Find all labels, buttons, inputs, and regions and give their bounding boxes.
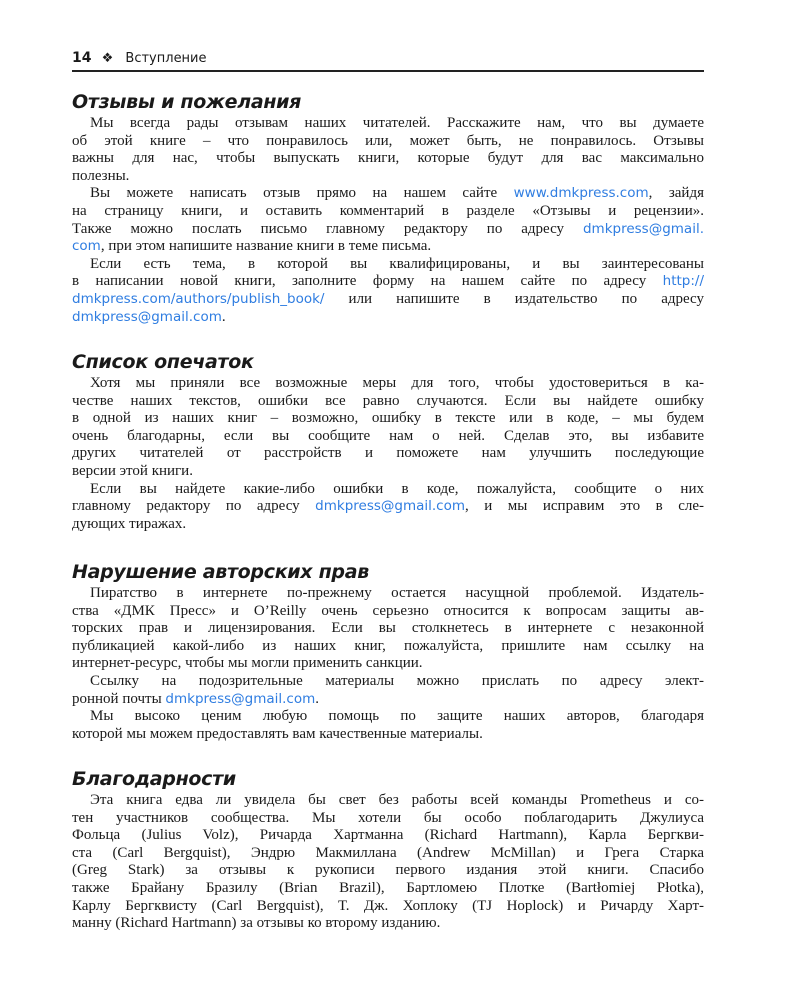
text-span: честве наших текстов, ошибки все равно случаются. Если вы найдете ошибку — [72, 392, 704, 409]
section-heading: Нарушение авторских прав — [72, 561, 369, 583]
text-span: ста (Carl Bergquist), Эндрю Макмиллана (Andrew McMillan) и Грега Старка — [72, 844, 704, 861]
text-line — [72, 410, 704, 428]
text-line — [72, 898, 704, 916]
text-span: версии этой книги. — [72, 462, 193, 479]
text-span: ронной почты — [72, 690, 166, 707]
text-line — [72, 393, 704, 411]
text-line — [72, 673, 704, 691]
paragraph — [72, 481, 704, 534]
text-line — [72, 603, 704, 621]
section-heading: Благодарности — [72, 768, 236, 790]
section — [72, 559, 704, 743]
text-line — [72, 221, 704, 239]
text-span: Хотя мы приняли все возможные меры для того, чтобы удостовериться в ка- — [90, 375, 704, 391]
text-span: Мы высоко ценим любую помощь по защите наших авторов, благодаря — [90, 708, 704, 725]
page-number: 14 — [72, 50, 92, 66]
text-span: Мы всегда рады отзывам наших читателей. Расскажите нам, что вы думаете — [90, 115, 704, 131]
text-span: публикацией какой-либо из наших книг, пожалуйста, пришлите нам ссылку на — [72, 637, 704, 654]
text-span: манну (Richard Hartmann) за отзывы ко второму изданию. — [72, 915, 441, 932]
text-line — [72, 185, 704, 203]
hyperlink[interactable]: dmkpress@gmail.com — [72, 308, 222, 325]
paragraph — [72, 185, 704, 255]
text-span: Фольца (Julius Volz), Ричарда Хартманна (Richard Hartmann), Карла Бергкви- — [72, 827, 704, 844]
text-span: (Greg Stark) за отзывы к рукописи первого издания этой книги. Спасибо — [72, 862, 704, 879]
text-span: полезны. — [72, 167, 130, 184]
text-line — [72, 827, 704, 845]
section-heading: Список опечаток — [72, 351, 254, 373]
text-span: Эта книга едва ли увидела бы свет без работы всей команды Prometheus и со- — [90, 792, 704, 808]
text-line — [72, 445, 704, 463]
text-line — [72, 516, 704, 534]
text-span: Ссылку на подозрительные материалы можно прислать по адресу элект- — [90, 672, 704, 689]
text-line — [72, 638, 704, 656]
text-line — [72, 168, 704, 186]
text-span: дующих тиражах. — [72, 515, 187, 532]
text-line — [72, 726, 704, 744]
text-line — [72, 291, 704, 309]
text-line — [72, 620, 704, 638]
text-line — [72, 309, 704, 327]
header-rule — [72, 70, 704, 72]
section — [72, 89, 704, 326]
text-span: Пиратство в интернете по-прежнему остается насущной проблемой. Издатель- — [90, 585, 704, 601]
text-span: тен участников сообщества. Мы хотели бы особо поблагодарить Джулиуса — [72, 809, 704, 826]
text-span: . — [315, 690, 320, 707]
text-line — [72, 655, 704, 673]
chapter-title: Вступление — [125, 51, 207, 66]
text-span: интернет-ресурс, чтобы мы могли применить санкции. — [72, 655, 423, 672]
hyperlink[interactable]: http:// — [662, 273, 704, 290]
paragraph — [72, 673, 704, 708]
text-line — [72, 256, 704, 274]
text-line — [72, 115, 704, 133]
paragraph — [72, 792, 704, 933]
text-span: об этой книге – что понравилось или, может быть, не понравилось. Отзывы — [72, 132, 704, 149]
text-span: в одной из наших книг – возможно, ошибку в тексте или в коде, – мы будем — [72, 410, 704, 427]
text-line — [72, 880, 704, 898]
section — [72, 766, 704, 933]
text-line — [72, 708, 704, 726]
hyperlink[interactable]: dmkpress@gmail.com — [315, 498, 466, 515]
text-line — [72, 133, 704, 151]
text-span: Карлу Бергквисту (Carl Bergquist), Т. Дж. Хоплоку (TJ Hoplock) и Ричарду Харт- — [72, 897, 704, 914]
text-line — [72, 203, 704, 221]
paragraph — [72, 375, 704, 481]
hyperlink[interactable]: dmkpress.com/authors/publish_book/ — [72, 290, 325, 307]
text-span: в написании новой книги, заполните форму на нашем сайте по адресу — [72, 273, 663, 290]
text-span: других читателей от расстройств и поможете нам улучшить последующие — [72, 445, 704, 462]
text-line — [72, 150, 704, 168]
text-line — [72, 845, 704, 863]
text-span: , при этом напишите название книги в теме письма. — [100, 238, 432, 255]
text-line — [72, 481, 704, 499]
paragraph — [72, 708, 704, 743]
paragraph — [72, 115, 704, 185]
section — [72, 349, 704, 533]
text-span: Также можно послать письмо главному редактору по адресу — [72, 220, 583, 237]
hyperlink[interactable]: www.dmkpress.com — [513, 185, 649, 202]
text-line — [72, 915, 704, 933]
text-line — [72, 862, 704, 880]
running-header — [72, 50, 704, 70]
text-line — [72, 810, 704, 828]
paragraph — [72, 256, 704, 326]
text-span: . — [221, 308, 226, 325]
paragraph — [72, 585, 704, 673]
text-span: , и мы исправим это в сле- — [465, 498, 704, 515]
text-span: Если есть тема, в которой вы квалифицированы, и вы заинтересованы — [90, 255, 704, 272]
hyperlink[interactable]: com — [72, 238, 101, 255]
section-heading: Отзывы и пожелания — [72, 91, 302, 113]
hyperlink[interactable]: dmkpress@gmail.com — [165, 690, 316, 707]
hyperlink[interactable]: dmkpress@gmail. — [582, 220, 704, 237]
text-span: ства «ДМК Пресс» и O’Reilly очень серьезно относится к вопросам защиты ав- — [72, 602, 704, 619]
text-line — [72, 792, 704, 810]
text-line — [72, 463, 704, 481]
text-span: которой мы можем предоставлять вам качественные материалы. — [72, 725, 483, 742]
ornament-icon: ❖ — [101, 51, 114, 66]
text-span: также Брайану Бразилу (Brian Brazil), Бартломею Плотке (Bartłomiej Płotka), — [72, 879, 704, 896]
text-span: , зайдя — [648, 185, 704, 202]
text-line — [72, 498, 704, 516]
text-line — [72, 691, 704, 709]
text-span: или напишите в издательство по адресу — [324, 290, 704, 307]
text-line — [72, 585, 704, 603]
text-span: Вы можете написать отзыв прямо на нашем сайте — [90, 185, 514, 202]
text-span: Если вы найдете какие-либо ошибки в коде, пожалуйста, сообщите о них — [90, 480, 704, 497]
text-line — [72, 428, 704, 446]
text-span: очень благодарны, если вы сообщите нам о ней. Сделав это, вы избавите — [72, 427, 704, 444]
text-line — [72, 375, 704, 393]
text-span: важны для нас, чтобы выпускать книги, которые будут для вас максимально — [72, 150, 704, 167]
text-line — [72, 273, 704, 291]
text-line — [72, 238, 704, 256]
text-span: торских прав и лицензирования. Если вы столкнетесь в интернете с незаконной — [72, 620, 704, 637]
text-span: главному редактору по адресу — [72, 498, 316, 515]
text-span: на страницу книги, и оставить комментарий в разделе «Отзывы и рецензии». — [72, 202, 704, 219]
